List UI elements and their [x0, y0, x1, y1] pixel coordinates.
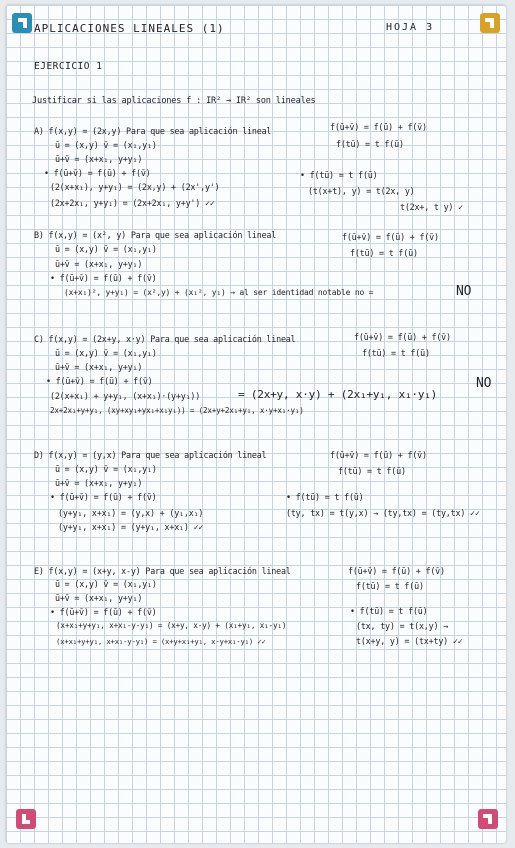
- part-e-line: • f(tū) = t f(ū): [350, 606, 428, 616]
- part-d-line: • f(tū) = t f(ū): [286, 492, 364, 502]
- part-d-line: (y+y₁, x+x₁) = (y,x) + (y₁,x₁): [58, 508, 204, 518]
- part-a-line: • f(tū) = t f(ū): [300, 170, 378, 180]
- part-c-line: • f(ū+v̄) = f(ū) + f(v̄): [46, 376, 153, 386]
- part-a-condition: f(ū+v̄) = f(ū) + f(v̄): [330, 122, 427, 132]
- part-e-condition: f(tū) = t f(ū): [356, 581, 424, 591]
- part-e-line: ū = (x,y) v̄ = (x₁,y₁): [55, 579, 157, 589]
- part-c-condition: f(ū+v̄) = f(ū) + f(v̄): [354, 332, 451, 342]
- part-e-line: (tx, ty) = t(x,y) →: [356, 621, 449, 631]
- part-c-verdict: NO: [476, 376, 492, 391]
- part-d-line: • f(ū+v̄) = f(ū) + f(v̄): [50, 492, 157, 502]
- part-b-condition: f(ū+v̄) = f(ū) + f(v̄): [342, 232, 439, 242]
- exercise-statement: Justificar si las aplicaciones f : IR² → IR² son lineales: [32, 96, 316, 106]
- part-b-line: • f(ū+v̄) = f(ū) + f(v̄): [50, 273, 157, 283]
- part-a-line: • f(ū+v̄) = f(ū) + f(v̄): [44, 168, 151, 178]
- part-a-line: t(2x+, t y) ✓: [400, 202, 463, 212]
- part-a-condition: f(tū) = t f(ū): [336, 139, 404, 149]
- notebook-corner-marker-icon: [12, 13, 32, 33]
- notebook-corner-marker-icon: [480, 13, 500, 33]
- part-c-line: ū+v̄ = (x+x₁, y+y₁): [55, 362, 143, 372]
- part-b-line: B) f(x,y) = (x², y) Para que sea aplicación lineal: [34, 230, 277, 240]
- sheet-label: HOJA 3: [386, 22, 435, 33]
- part-a-line: ū = (x,y) v̄ = (x₁,y₁): [55, 140, 157, 150]
- part-a-line: (2(x+x₁), y+y₁) = (2x,y) + (2x',y'): [50, 182, 220, 192]
- notebook-corner-marker-icon: [16, 809, 36, 829]
- part-d-condition: f(tū) = t f(ū): [338, 466, 406, 476]
- part-e-line: ū+v̄ = (x+x₁, y+y₁): [55, 593, 143, 603]
- part-a-line: ū+v̄ = (x+x₁, y+y₁): [55, 154, 143, 164]
- part-e-line: • f(ū+v̄) = f(ū) + f(v̄): [50, 607, 157, 617]
- part-c-line: 2x+2x₁+y+y₁, (xy+xy₁+yx₁+x₁y₁)) = (2x+y+2x₁+y₁, x·y+x₁·y₁): [50, 406, 304, 415]
- part-e-line: (x+x₁+y+y₁, x+x₁-y-y₁) = (x+y, x-y) + (x₁+y₁, x₁-y₁): [56, 621, 287, 630]
- part-e-condition: f(ū+v̄) = f(ū) + f(v̄): [348, 566, 445, 576]
- part-e-line: t(x+y, y) = (tx+ty) ✓✓: [356, 636, 463, 646]
- part-c-line: C) f(x,y) = (2x+y, x·y) Para que sea aplicación lineal: [34, 334, 296, 344]
- part-d-line: (y+y₁, x+x₁) = (y+y₁, x+x₁) ✓✓: [58, 522, 204, 532]
- part-e-line: E) f(x,y) = (x+y, x-y) Para que sea aplicación lineal: [34, 566, 291, 576]
- part-a-line: (t(x+t), y) = t(2x, y): [308, 186, 415, 196]
- part-a-line: (2x+2x₁, y+y₁) = (2x+2x₁, y+y') ✓✓: [50, 198, 215, 208]
- part-c-line: = (2x+y, x·y) + (2x₁+y₁, x₁·y₁): [238, 388, 438, 401]
- part-a-line: A) f(x,y) = (2x,y) Para que sea aplicación lineal: [34, 126, 272, 136]
- page-title: APLICACIONES LINEALES (1): [34, 22, 225, 35]
- part-e-line: (x+x₁+y+y₁, x+x₁-y-y₁) = (x+y+x₁+y₁, x-y+x₁-y₁) ✓✓: [56, 637, 266, 646]
- part-b-line: ū = (x,y) v̄ = (x₁,y₁): [55, 244, 157, 254]
- part-b-verdict: NO: [456, 284, 472, 299]
- part-d-line: ū = (x,y) v̄ = (x₁,y₁): [55, 464, 157, 474]
- part-d-line: (ty, tx) = t(y,x) → (ty,tx) = (ty,tx) ✓✓: [286, 508, 480, 518]
- exercise-title: EJERCICIO 1: [34, 61, 103, 72]
- part-c-condition: f(tū) = t f(ū): [362, 348, 430, 358]
- part-d-line: D) f(x,y) = (y,x) Para que sea aplicación lineal: [34, 450, 267, 460]
- part-b-condition: f(tū) = t f(ū): [350, 248, 418, 258]
- part-d-condition: f(ū+v̄) = f(ū) + f(v̄): [330, 450, 427, 460]
- notebook-corner-marker-icon: [478, 809, 498, 829]
- part-b-line: (x+x₁)², y+y₁) = (x²,y) + (x₁², y₁) → al ser identidad notable no =: [64, 288, 374, 297]
- part-c-line: ū = (x,y) v̄ = (x₁,y₁): [55, 348, 157, 358]
- part-c-line: (2(x+x₁) + y+y₁, (x+x₁)·(y+y₁)): [50, 391, 201, 401]
- part-b-line: ū+v̄ = (x+x₁, y+y₁): [55, 259, 143, 269]
- part-d-line: ū+v̄ = (x+x₁, y+y₁): [55, 478, 143, 488]
